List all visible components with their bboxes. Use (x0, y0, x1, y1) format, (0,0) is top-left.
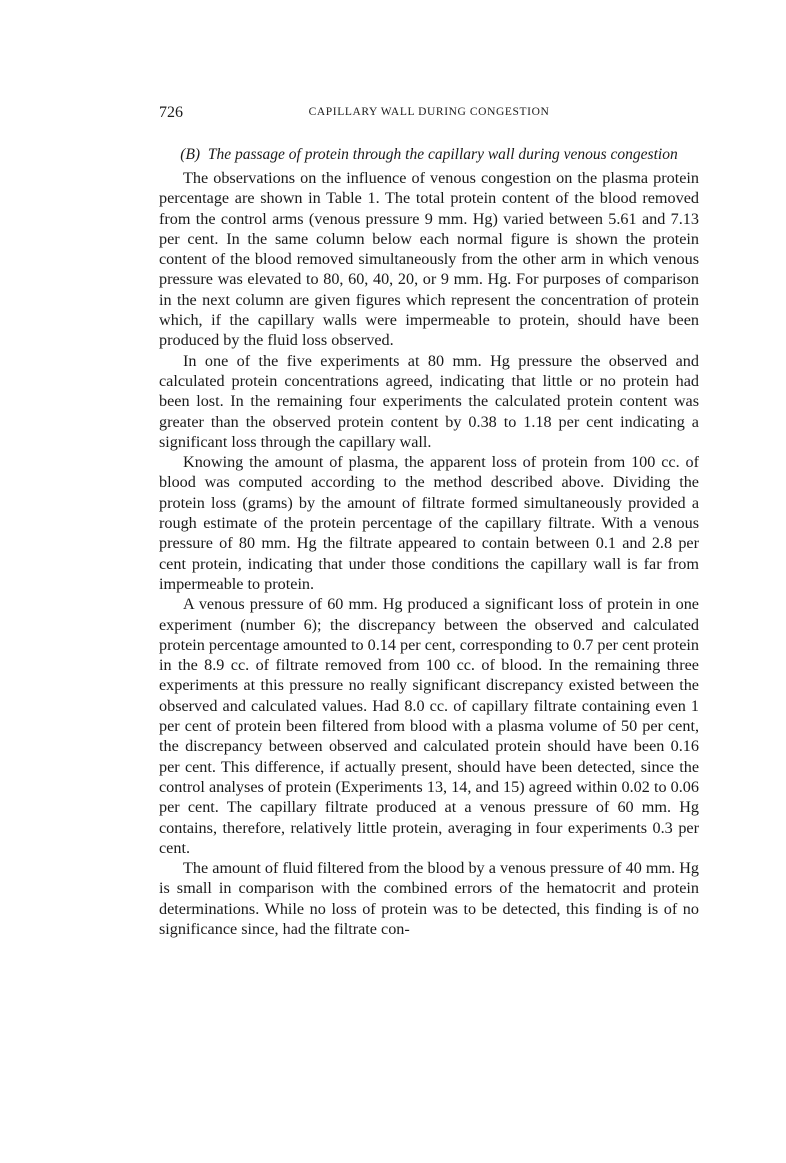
body-paragraph-4: A venous pressure of 60 mm. Hg produced a significant loss of protein in one experiment (number 6); the discrepancy between the observed and calculated protein percentage amounted to 0.14 per cent, corresponding to 0.7 per cent protein in the 8.9 cc. of filtrate removed from 100 cc. of blood. In the remaining three experiments at this pressure no really significant discrepancy existed between the observed and calculated values. Had 8.0 cc. of capillary filtrate containing even 1 per cent of protein been filtered from blood with a plasma volume of 50 per cent, the discrepancy between observed and calculated protein should have been 0.16 per cent. This difference, if actually present, should have been detected, since the control analyses of protein (Experiments 13, 14, and 15) agreed within 0.02 to 0.06 per cent. The capillary filtrate produced at a venous pressure of 60 mm. Hg contains, therefore, relatively little protein, averaging in four experiments 0.3 per cent. (159, 595, 699, 857)
running-head (159, 104, 699, 128)
page (159, 104, 699, 939)
body-paragraph-5: The amount of fluid filtered from the blood by a venous pressure of 40 mm. Hg is small in comparison with the combined errors of the hematocrit and protein determinations. While no loss of protein was to be detected, this finding is of no significance since, had the filtrate con- (159, 859, 699, 938)
body-paragraph-3: Knowing the amount of plasma, the apparent loss of protein from 100 cc. of blood was computed according to the method described above. Dividing the protein loss (grams) by the amount of filtrate formed simultaneously provided a rough estimate of the protein percentage of the capillary filtrate. With a venous pressure of 80 mm. Hg the filtrate appeared to contain between 0.1 and 2.8 per cent protein, indicating that under those conditions the capillary wall is far from impermeable to protein. (159, 453, 699, 593)
section-heading (159, 145, 699, 165)
page-number: 726 (159, 104, 183, 121)
section-title: The passage of protein through the capillary wall during venous congestion (207, 146, 678, 163)
section-label: (B) (180, 146, 201, 163)
body-paragraph-1: The observations on the influence of venous congestion on the plasma protein percentage are shown in Table 1. The total protein content of the blood removed from the control arms (venous pressure 9 mm. Hg) varied between 5.61 and 7.13 per cent. In the same column below each normal figure is shown the protein content of the blood removed simultaneously from the other arm in which venous pressure was elevated to 80, 60, 40, 20, or 9 mm. Hg. For purposes of comparison in the next column are given figures which represent the concentration of protein which, if the capillary walls were impermeable to protein, should have been produced by the fluid loss observed. (159, 169, 699, 350)
running-title: CAPILLARY WALL DURING CONGESTION (308, 106, 550, 118)
body-paragraph-2: In one of the five experiments at 80 mm. Hg pressure the observed and calculated protein concentrations agreed, indicating that little or no protein had been lost. In the remaining four experiments the calculated protein content was greater than the observed protein content by 0.38 to 1.18 per cent indicating a significant loss through the capillary wall. (159, 351, 699, 451)
